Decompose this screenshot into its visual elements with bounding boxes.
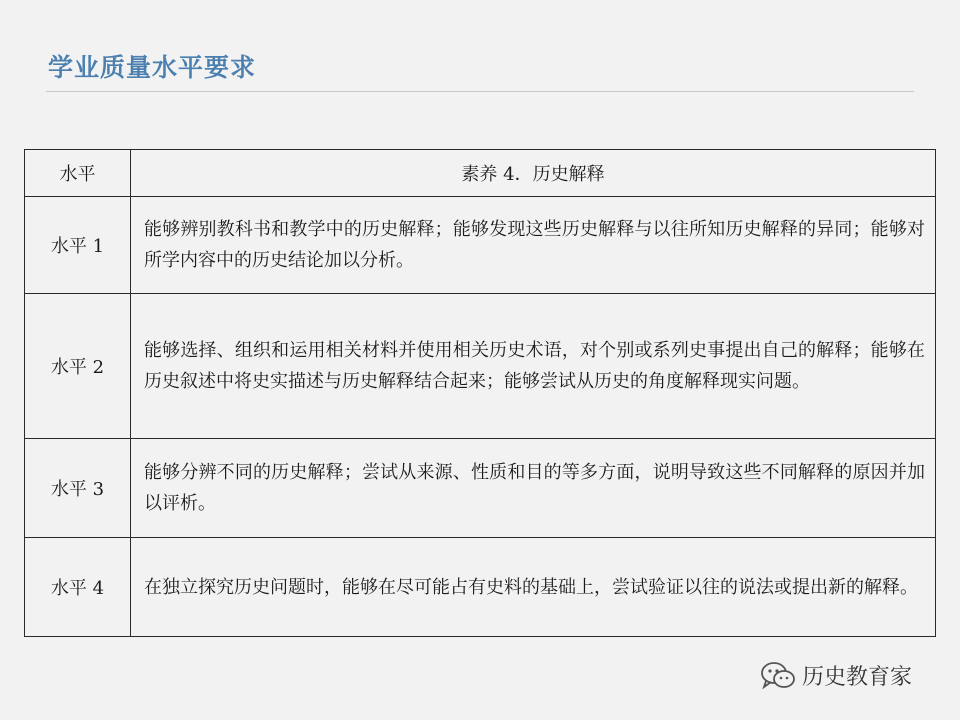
level-label: 水平 4 [25,538,131,637]
table-row [25,294,936,439]
level-label: 水平 2 [25,294,131,439]
level-label: 水平 1 [25,197,131,294]
watermark [760,660,912,691]
table-header-row [25,150,936,197]
page-title: 学业质量水平要求 [48,53,257,82]
level-description: 能够分辨不同的历史解释；尝试从来源、性质和目的等多方面，说明导致这些不同解释的原因并加以评析。 [131,439,936,538]
watermark-text: 历史教育家 [802,665,913,690]
quality-level-table [24,149,936,637]
wechat-icon [760,661,796,691]
table-row [25,538,936,637]
level-description: 能够选择、组织和运用相关材料并使用相关历史术语，对个别或系列史事提出自己的解释；能够在历史叙述中将史实描述与历史解释结合起来；能够尝试从历史的角度解释现实问题。 [131,294,936,439]
title-divider [46,91,914,92]
level-description: 能够辨别教科书和教学中的历史解释；能够发现这些历史解释与以往所知历史解释的异同；能够对所学内容中的历史结论加以分析。 [131,197,936,294]
table-row [25,197,936,294]
level-label: 水平 3 [25,439,131,538]
table-row [25,439,936,538]
header-competency: 素养 4．历史解释 [131,150,936,197]
level-description: 在独立探究历史问题时，能够在尽可能占有史料的基础上，尝试验证以往的说法或提出新的解释。 [131,538,936,637]
header-level: 水平 [25,150,131,197]
